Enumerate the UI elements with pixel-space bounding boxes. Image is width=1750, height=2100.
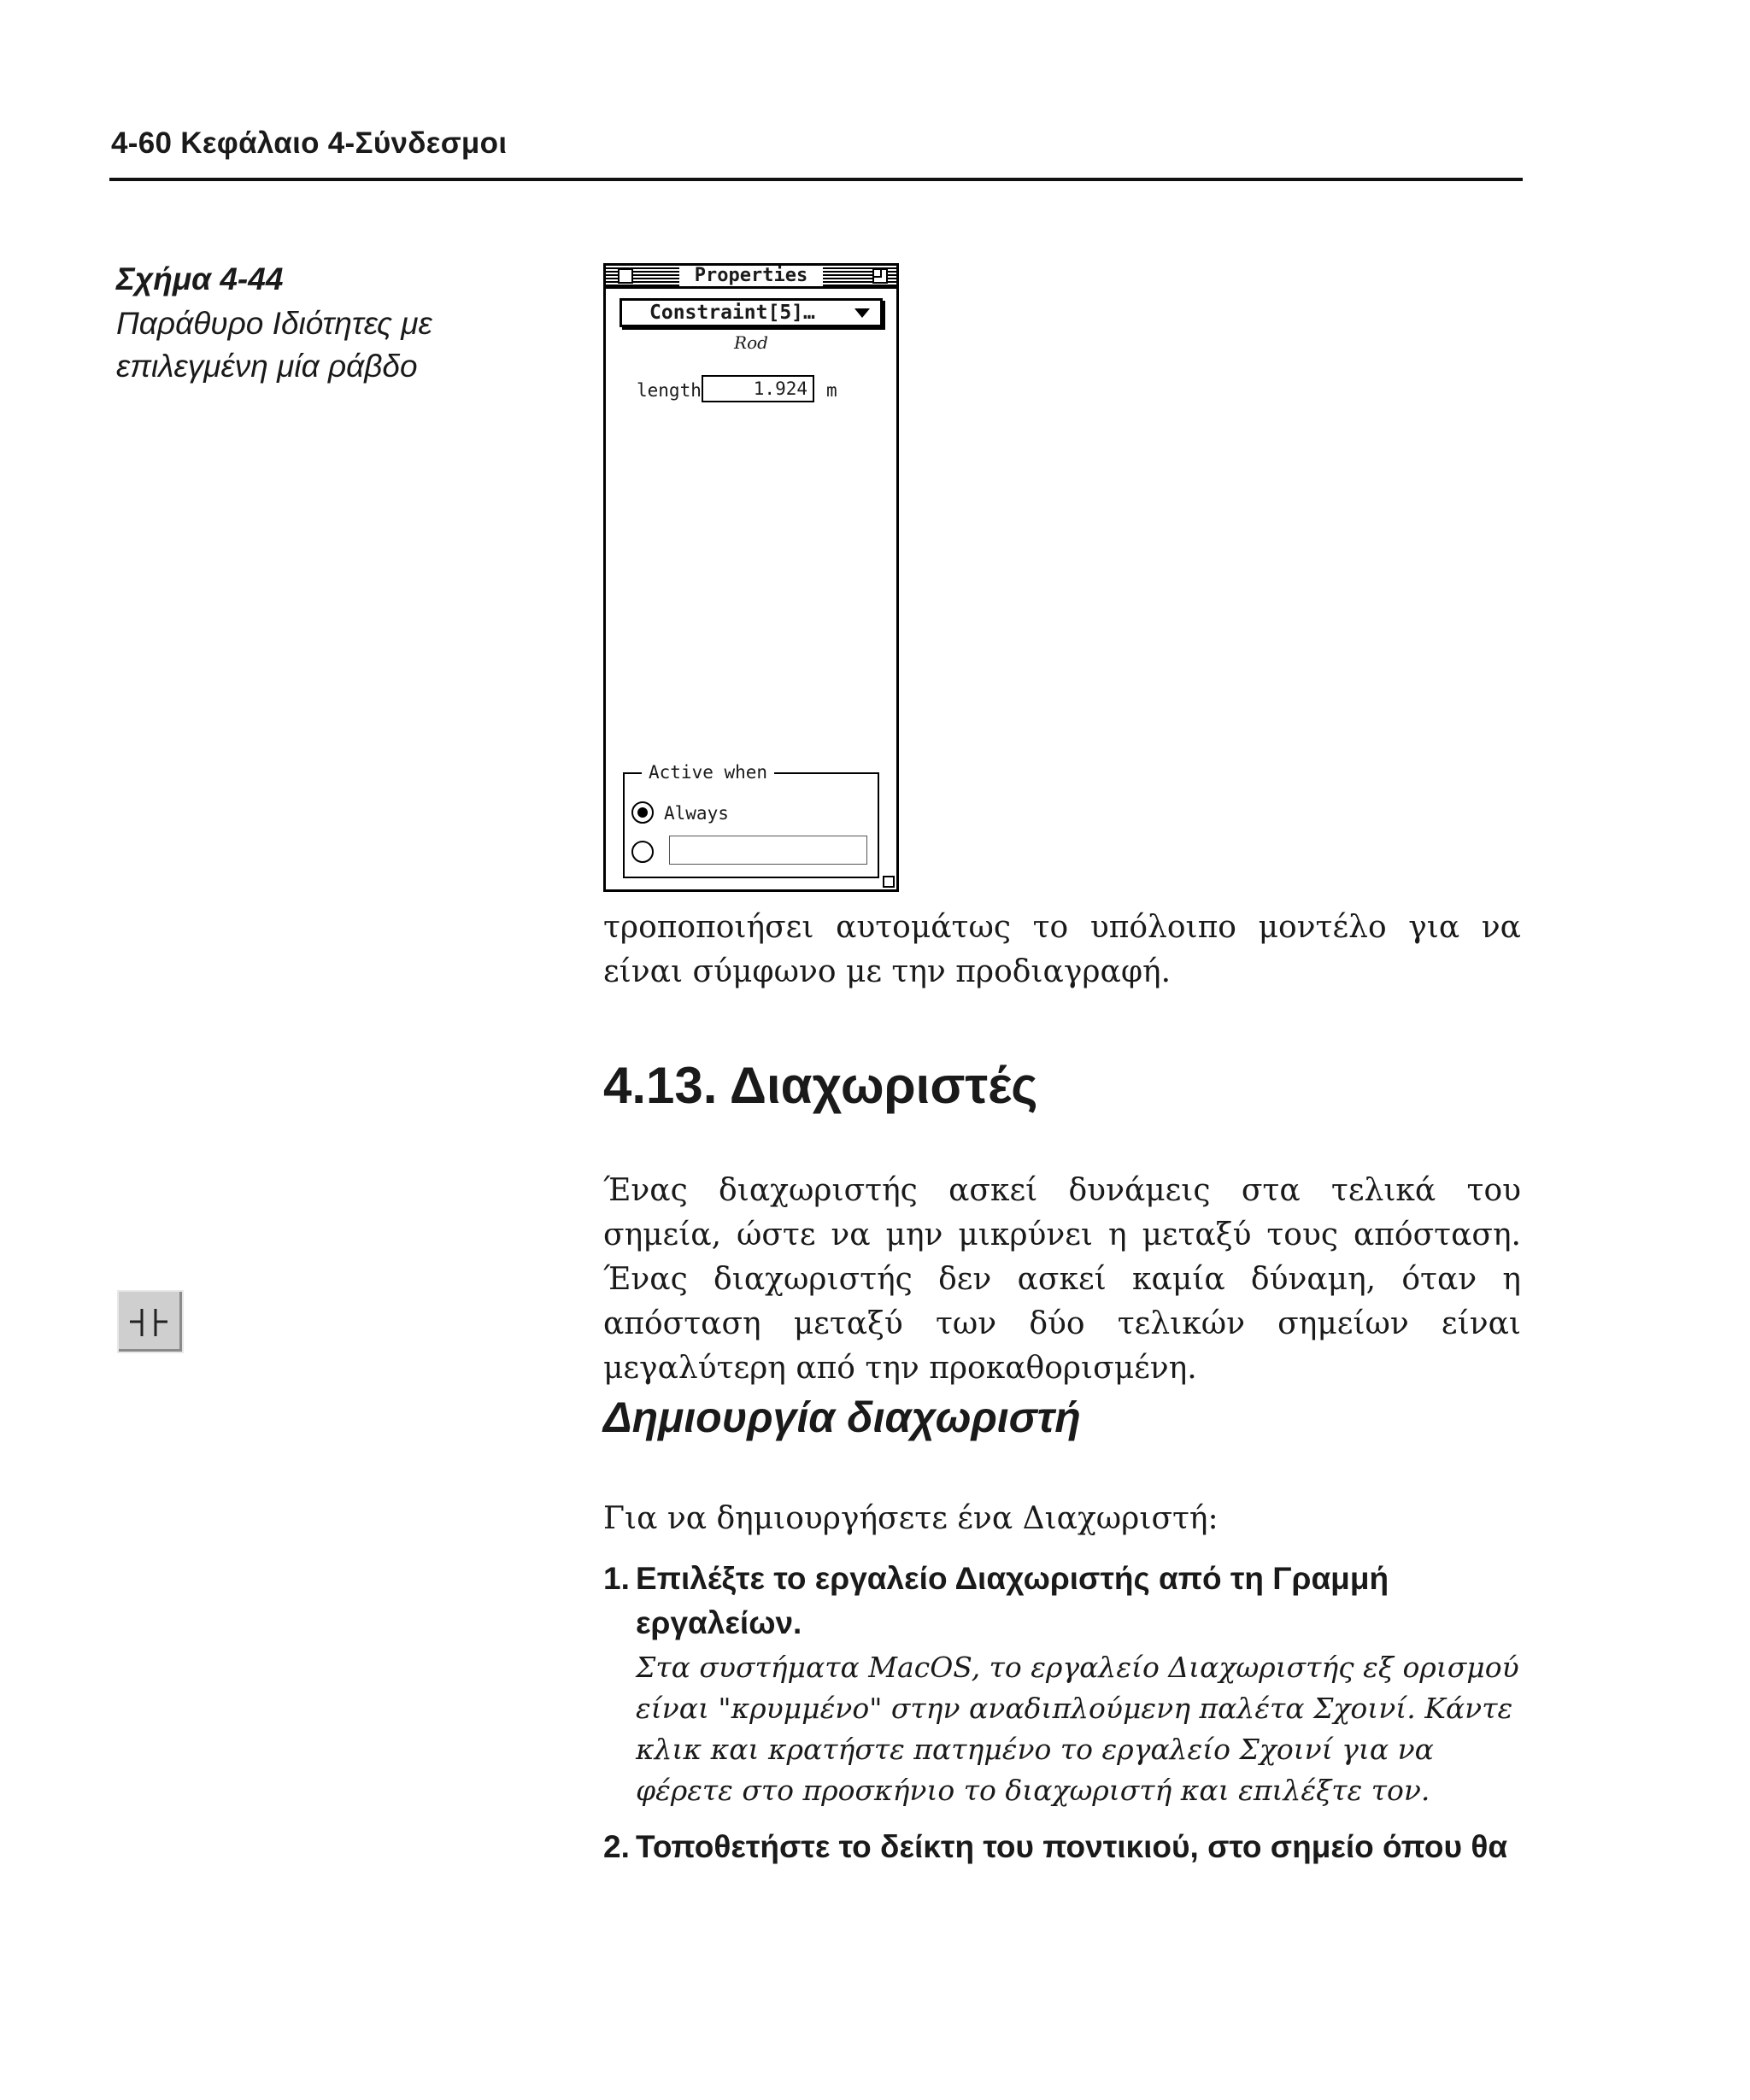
length-input[interactable]: 1.924 (702, 375, 814, 402)
subsection-title: Δημιουργία διαχωριστή (603, 1393, 1081, 1441)
separator-paragraph: Ένας διαχωριστής ασκεί δυνάμεις στα τελικά του σημεία, ώστε να μην μικρύνει η μεταξύ τους απόσταση. Ένας διαχωριστής δεν ασκεί καμία δύναμη, όταν η απόσταση μεταξύ των δύο τελικών σημείων είναι μεγαλύτερη από την προκαθορισμένη. (603, 1173, 1521, 1386)
close-box-icon[interactable] (618, 268, 633, 284)
header-rule (109, 178, 1523, 181)
object-selector-dropdown[interactable] (620, 298, 883, 327)
separator-glyph-icon (119, 1292, 182, 1352)
length-unit-label: m (826, 380, 837, 401)
running-header: 4-60 Κεφάλαιο 4-Σύνδεσμοι (111, 126, 508, 160)
figure-caption-line: επιλεγμένη μία ράβδο (116, 349, 418, 384)
step-text: Επιλέξτε το εργαλείο Διαχωριστής από τη Γραμμή εργαλείων. (636, 1561, 1389, 1640)
window-title: Properties (679, 266, 823, 286)
step-number: 1. (603, 1561, 630, 1596)
figure-caption-line: Παράθυρο Ιδιότητες με (116, 306, 432, 341)
selected-object-label: Constraint[5]… (649, 302, 815, 324)
step-note: Στα συστήματα MacOS, το εργαλείο Διαχωριστής εξ ορισμού είναι "κρυμμένο" στην αναδιπλούμενη παλέτα Σχοινί. Κάντε κλικ και κρατήστε πατημένο το εργαλείο Σχοινί για να φέρετε στο προσκήνιο το διαχωριστή και επιλέξτε τον. (636, 1651, 1519, 1807)
figure-label: Σχήμα 4-44 (116, 261, 284, 296)
active-when-label: Active when (642, 762, 774, 783)
active-when-group (623, 762, 879, 878)
length-label: length (637, 380, 702, 401)
separator-tool-icon (117, 1290, 184, 1353)
zoom-box-icon[interactable] (872, 268, 888, 284)
dropdown-arrow-icon (854, 308, 870, 318)
section-title: 4.13. Διαχωριστές (603, 1057, 1038, 1114)
condition-radio[interactable] (631, 841, 654, 863)
create-intro: Για να δημιουργήσετε ένα Διαχωριστή: (603, 1501, 1219, 1536)
radio-selected-dot (637, 807, 648, 818)
intro-paragraph: τροποποιήσει αυτομάτως το υπόλοιπο μοντέλο για να είναι σύμφωνο με την προδιαγραφή. (603, 910, 1521, 989)
condition-input[interactable] (669, 836, 867, 865)
window-titlebar[interactable] (606, 266, 896, 289)
properties-window (603, 263, 899, 892)
resize-box-icon[interactable] (883, 876, 895, 888)
always-label: Always (664, 803, 729, 824)
object-type-label: Rod (734, 332, 768, 353)
step-text: Τοποθετήστε το δείκτη του ποντικιού, στο σημείο όπου θα (636, 1829, 1508, 1864)
step-number: 2. (603, 1829, 630, 1864)
always-radio[interactable] (631, 801, 654, 824)
